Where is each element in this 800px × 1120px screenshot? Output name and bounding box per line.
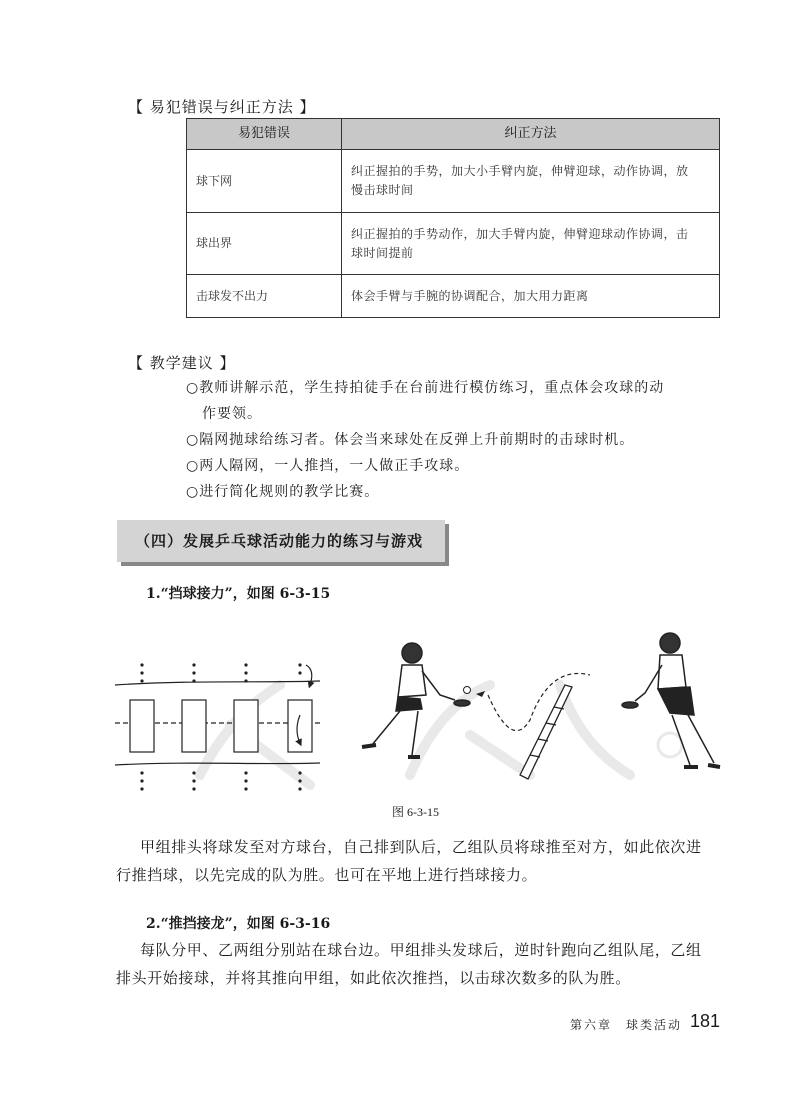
watermark-logo: [200, 685, 682, 785]
game1-paragraph-line: 甲组排头将球发至对方球台，自己排到队后，乙组队员将球推至对方，如此依次进: [140, 838, 702, 856]
list-item: ○教师讲解示范，学生持拍徒手在台前进行模仿练习，重点体会攻球的动: [186, 380, 665, 396]
list-item-continuation: 作要领。: [202, 406, 262, 422]
mistake-cell: 球出界: [187, 213, 342, 275]
fix-cell: [342, 213, 720, 275]
fix-cell: [342, 150, 720, 213]
errors-heading: 【 易犯错误与纠正方法 】: [128, 98, 316, 116]
mistake-cell: 击球发不出力: [187, 275, 342, 318]
teaching-heading: 【 教学建议 】: [128, 354, 236, 372]
column-header: 易犯错误: [187, 119, 342, 150]
right-player: [622, 633, 720, 767]
fix-line: 纠正握拍的手势动作，加大手臂内旋，伸臂迎球动作协调，击: [351, 226, 689, 241]
mistake-cell: 球下网: [187, 150, 342, 213]
game2-paragraph-line: 排头开始接球，并将其推向甲组，如此依次推挡，以击球次数多的队为胜。: [116, 969, 631, 987]
fix-cell: [342, 275, 720, 318]
game1-paragraph-line: 行推挡球，以先完成的队为胜。也可在平地上进行挡球接力。: [116, 866, 538, 884]
table-row: [187, 150, 720, 213]
list-item: ○隔网抛球给练习者。体会当来球处在反弹上升前期时的击球时机。: [186, 432, 635, 448]
table-row: [187, 275, 720, 318]
figure-6-3-15: [110, 625, 730, 800]
ping-pong-table: [288, 700, 312, 752]
fix-line: 纠正握拍的手势，加大小手臂内旋，伸臂迎球，动作协调，放: [351, 164, 689, 179]
figure-caption: 图 6-3-15: [392, 805, 439, 819]
ping-pong-table: [234, 700, 258, 752]
fix-line: 球时间提前: [351, 245, 414, 260]
game2-paragraph-line: 每队分甲、乙两组分别站在球台边。甲组排头发球后，逆时针跑向乙组队尾，乙组: [140, 941, 702, 959]
fix-line: 慢击球时间: [351, 183, 414, 197]
chapter-label: 第六章 球类活动: [570, 1018, 683, 1032]
ping-pong-table: [182, 700, 206, 752]
net: [520, 685, 572, 779]
page-number: 181: [690, 1011, 721, 1031]
list-item: ○进行简化规则的教学比赛。: [186, 484, 380, 500]
game2-title: 2.“推挡接龙”，如图 6-3-16: [146, 916, 331, 932]
table-header-row: [187, 119, 720, 150]
column-header: 纠正方法: [342, 119, 720, 150]
errors-table: [186, 118, 720, 318]
section-banner: （四）发展乒乓球活动能力的练习与游戏: [117, 520, 445, 562]
ball: [464, 687, 471, 694]
list-item: ○两人隔网，一人推挡，一人做正手攻球。: [186, 458, 470, 474]
table-row: [187, 213, 720, 275]
ping-pong-table: [130, 700, 154, 752]
left-player: [362, 643, 470, 757]
teaching-list: [186, 375, 664, 505]
game1-title: 1.“挡球接力”，如图 6-3-15: [146, 586, 331, 602]
fix-line: 体会手臂与手腕的协调配合，加大用力距离: [351, 288, 589, 303]
